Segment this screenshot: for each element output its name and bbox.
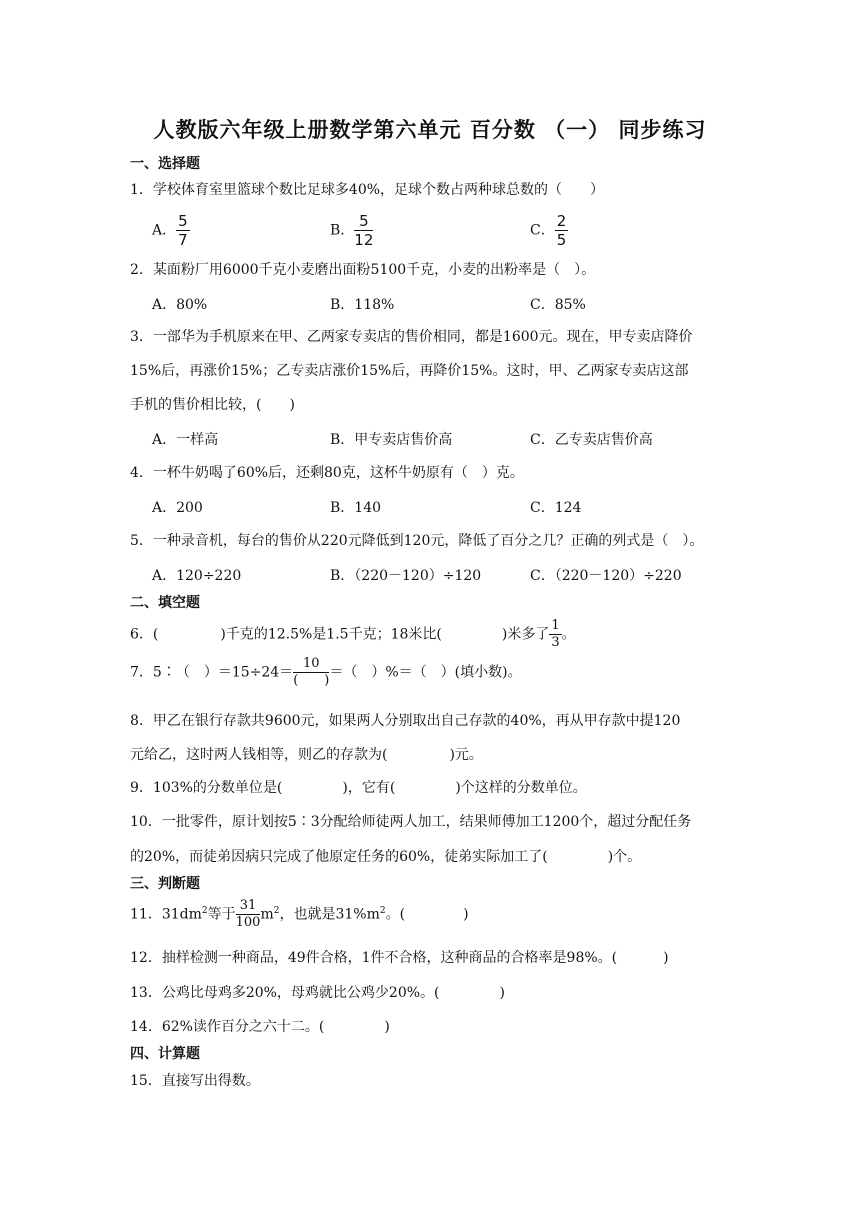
q4-option-a[interactable]: A．200 <box>152 500 203 516</box>
q4-option-c[interactable]: C．124 <box>530 500 582 516</box>
question-5: 5．一种录音机，每台的售价从220元降低到120元，降低了百分之几？正确的列式是（ ）。 <box>130 533 704 549</box>
q1-option-a[interactable]: A． $\frac{5}{7}$ <box>152 212 188 249</box>
question-3-line-1: 3．一部华为手机原来在甲、乙两家专卖店的售价相同，都是1600元。现在，甲专卖店降价 <box>130 329 693 345</box>
fraction: $\frac{5}{7}$ <box>178 212 188 249</box>
fraction: $\frac{10}{( )}$ <box>293 656 330 688</box>
q2-option-c[interactable]: C．85% <box>530 297 586 313</box>
q3-option-c[interactable]: C．乙专卖店售价高 <box>530 432 653 448</box>
question-7: 7．5∶（ ）＝15÷24＝ $\frac{10}{( )}$ ＝（ ）%＝（ ）(填小数)。 <box>130 656 522 688</box>
question-15: 15．直接写出得数。 <box>130 1073 260 1089</box>
question-9: 9．103%的分数单位是( )，它有( )个这样的分数单位。 <box>130 780 587 796</box>
section-heading-choice: 一、选择题 <box>130 156 200 172</box>
section-heading-calc: 四、计算题 <box>130 1046 200 1062</box>
question-14: 14．62%读作百分之六十二。( ) <box>130 1019 390 1035</box>
page-title: 人教版六年级上册数学第六单元 百分数 （一） 同步练习 <box>153 118 707 142</box>
question-1: 1．学校体育室里篮球个数比足球多40%，足球个数占两种球总数的（ ） <box>130 182 605 198</box>
question-10-line-2: 的20%，而徒弟因病只完成了他原定任务的60%，徒弟实际加工了( )个。 <box>130 849 642 865</box>
question-3-line-2: 15%后，再涨价15%；乙专卖店涨价15%后，再降价15%。这时，甲、乙两家专卖店这部 <box>130 363 689 379</box>
q3-option-a[interactable]: A．一样高 <box>152 432 219 448</box>
q5-option-b[interactable]: B．（220－120）÷120 <box>330 568 482 584</box>
fraction: $\frac{2}{5}$ <box>556 212 567 249</box>
q5-option-a[interactable]: A．120÷220 <box>152 568 242 584</box>
q2-option-a[interactable]: A．80% <box>152 297 208 313</box>
fraction: $\frac{5}{12}$ <box>354 212 374 249</box>
q5-option-c[interactable]: C．（220－120）÷220 <box>530 568 682 584</box>
question-11: 11．$31dm^2$等于 $\frac{31}{100}$ $m^2$，也就是$31\%m^2$。( ) <box>130 898 469 930</box>
question-13: 13．公鸡比母鸡多20%，母鸡就比公鸡少20%。( ) <box>130 985 505 1001</box>
fraction: $\frac{1}{3}$ <box>551 618 560 650</box>
section-heading-fill: 二、填空题 <box>130 595 200 611</box>
fraction: $\frac{31}{100}$ <box>235 898 261 930</box>
question-10-line-1: 10．一批零件，原计划按5∶3分配给师徒两人加工，结果师傅加工1200个，超过分配任务 <box>130 814 692 830</box>
question-2: 2．某面粉厂用6000千克小麦磨出面粉5100千克，小麦的出粉率是（ ）。 <box>130 262 596 278</box>
question-3-line-3: 手机的售价相比较，( ) <box>130 397 295 413</box>
section-heading-judge: 三、判断题 <box>130 876 200 892</box>
q2-option-b[interactable]: B．118% <box>330 297 395 313</box>
question-8-line-1: 8．甲乙在银行存款共9600元，如果两人分别取出自己存款的40%，再从甲存款中提120 <box>130 713 681 729</box>
q3-option-b[interactable]: B．甲专卖店售价高 <box>330 432 453 448</box>
question-4: 4．一杯牛奶喝了60%后，还剩80克，这杯牛奶原有（ ）克。 <box>130 465 524 481</box>
question-6: 6．( )千克的12.5%是1.5千克；18米比( )米多了 $\frac{1}{3}$ 。 <box>130 618 576 650</box>
q4-option-b[interactable]: B．140 <box>330 500 382 516</box>
q1-option-c[interactable]: C． $\frac{2}{5}$ <box>530 212 567 249</box>
question-8-line-2: 元给乙，这时两人钱相等，则乙的存款为( )元。 <box>130 747 483 763</box>
q1-option-b[interactable]: B． $\frac{5}{12}$ <box>330 212 374 249</box>
question-12: 12．抽样检测一种商品，49件合格，1件不合格，这种商品的合格率是98%。( ) <box>130 950 669 966</box>
